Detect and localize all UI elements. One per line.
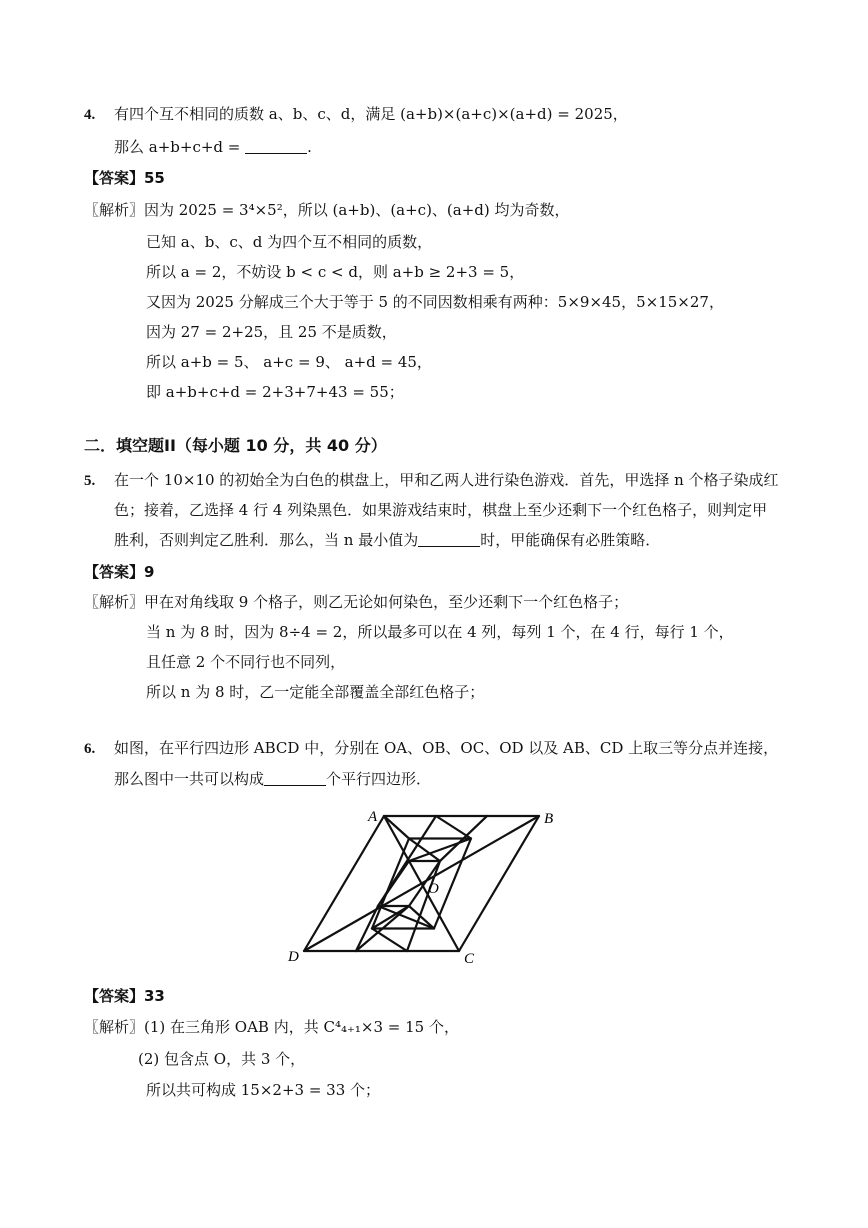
parallelogram-diagram	[280, 800, 580, 970]
q4-analysis-6: 即 a+b+c+d = 2+3+7+43 = 55；	[146, 383, 404, 401]
q4-analysis-5: 所以 a+b = 5、 a+c = 9、 a+d = 45，	[146, 353, 432, 371]
q5-text-3b: 时，甲能确保有必胜策略．	[480, 531, 661, 549]
q4-answer: 【答案】55	[84, 169, 165, 187]
section-title: 二．填空题II（每小题 10 分，共 40 分）	[84, 436, 387, 455]
label-d: D	[288, 949, 299, 965]
q4-answer-blank[interactable]	[245, 139, 307, 154]
q5-line1	[84, 470, 779, 491]
label-b: B	[544, 811, 554, 827]
q4-analysis-2: 所以 a = 2，不妨设 b < c < d，则 a+b ≥ 2+3 = 5，	[146, 263, 525, 281]
q6-analysis-2: 所以共可构成 15×2+3 = 33 个；	[146, 1081, 381, 1099]
q4-analysis-3: 又因为 2025 分解成三个大于等于 5 的不同因数相乘有两种：5×9×45，5×15×27，	[146, 293, 724, 311]
q4-analysis-0: 〖解析〗因为 2025 = 3⁴×5²，所以 (a+b)、(a+c)、(a+d) 均为奇数，	[84, 201, 570, 219]
q6-analysis-1: (2) 包含点 O，共 3 个，	[138, 1050, 306, 1068]
q5-text-2: 色；接着，乙选择 4 行 4 列染黑色．如果游戏结束时，棋盘上至少还剩下一个红色格子，则判定甲	[114, 501, 768, 519]
q6-answer: 【答案】33	[84, 987, 165, 1005]
q4-analysis-1: 已知 a、b、c、d 为四个互不相同的质数，	[146, 233, 433, 251]
q6-text-2: 那么图中一共可以构成	[114, 770, 265, 788]
q4-text-1: 有四个互不相同的质数 a、b、c、d，满足 (a+b)×(a+c)×(a+d) = 2025，	[114, 105, 628, 123]
q6-answer-blank[interactable]	[264, 771, 326, 786]
q5-answer-blank[interactable]	[418, 532, 480, 547]
q5-number: 5.	[84, 473, 96, 489]
q6-text-2b: 个平行四边形．	[326, 770, 432, 788]
q6-line2	[114, 769, 431, 789]
parallelogram-svg	[280, 800, 580, 970]
q6-number: 6.	[84, 741, 96, 757]
label-a: A	[368, 809, 378, 825]
diagonal-bd	[304, 816, 539, 951]
q5-analysis-2: 且任意 2 个不同行也不同列，	[146, 653, 346, 671]
q5-text-3: 胜利，否则判定乙胜利．那么，当 n 最小值为	[114, 531, 419, 549]
q5-line3	[114, 530, 660, 550]
q6-text-1: 如图，在平行四边形 ABCD 中，分别在 OA、OB、OC、OD 以及 AB、CD 上取三等分点并连接，	[114, 739, 779, 757]
q4-number: 4.	[84, 107, 96, 123]
q4-line1	[84, 104, 628, 125]
q4-analysis-4: 因为 27 = 2+25，且 25 不是质数，	[146, 323, 397, 341]
q5-answer: 【答案】9	[84, 563, 155, 581]
q5-text-1: 在一个 10×10 的初始全为白色的棋盘上，甲和乙两人进行染色游戏．首先，甲选择 n 个格子染成红	[114, 471, 779, 489]
q4-period: .	[307, 138, 312, 156]
q5-analysis-1: 当 n 为 8 时，因为 8÷4 = 2，所以最多可以在 4 列，每列 1 个，在 4 行，每行 1 个，	[146, 623, 734, 641]
q6-analysis-0: 〖解析〗(1) 在三角形 OAB 内，共 C⁴₄₊₁×3 = 15 个，	[84, 1018, 459, 1036]
label-o: O	[428, 881, 439, 897]
label-c: C	[464, 951, 475, 967]
q5-analysis-0: 〖解析〗甲在对角线取 9 个格子，则乙无论如何染色，至少还剩下一个红色格子；	[84, 593, 629, 611]
q4-line2	[114, 137, 312, 157]
q6-line1	[84, 738, 778, 759]
q5-analysis-3: 所以 n 为 8 时，乙一定能全部覆盖全部红色格子；	[146, 683, 485, 701]
q4-text-2: 那么 a+b+c+d =	[114, 138, 246, 156]
